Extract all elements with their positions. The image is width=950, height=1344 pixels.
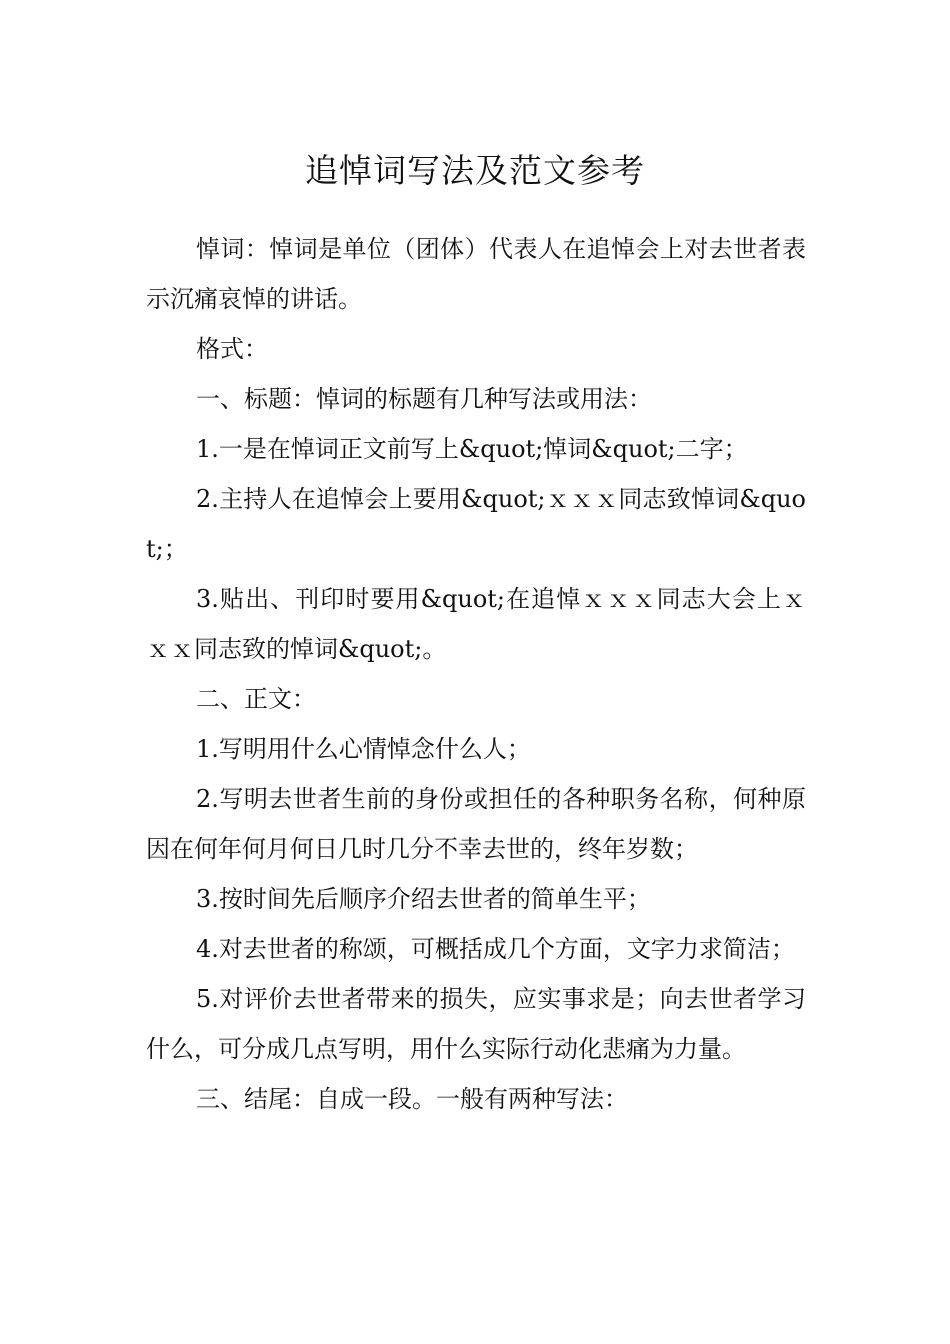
paragraph-definition: 悼词：悼词是单位（团体）代表人在追悼会上对去世者表示沉痛哀悼的讲话。 <box>146 235 806 313</box>
document-title: 追悼词写法及范文参考 <box>305 151 645 191</box>
paragraph-title-item-1: 1.一是在悼词正文前写上&quot;悼词&quot;二字； <box>196 435 748 463</box>
paragraph-title-item-3: 3.贴出、刊印时要用&quot;在追悼ｘｘｘ同志大会上ｘｘｘ同志致的悼词&quot;。 <box>146 585 806 663</box>
paragraph-section-title: 一、标题：悼词的标题有几种写法或用法： <box>196 385 652 413</box>
paragraph-body-item-1: 1.写明用什么心情悼念什么人； <box>196 735 531 763</box>
paragraph-section-ending: 三、结尾：自成一段。一般有两种写法： <box>196 1085 628 1113</box>
paragraph-format-heading: 格式： <box>196 335 268 363</box>
paragraph-section-body: 二、正文： <box>196 685 316 713</box>
paragraph-body-item-2: 2.写明去世者生前的身份或担任的各种职务名称，何种原因在何年何月何日几时几分不幸去世的，终年岁数； <box>146 785 806 863</box>
paragraph-body-item-3: 3.按时间先后顺序介绍去世者的简单生平； <box>196 885 651 913</box>
paragraph-body-item-5: 5.对评价去世者带来的损失，应实事求是；向去世者学习什么，可分成几点写明，用什么实际行动化悲痛为力量。 <box>146 985 806 1063</box>
paragraph-body-item-4: 4.对去世者的称颂，可概括成几个方面，文字力求简洁； <box>196 935 795 963</box>
document-body <box>146 224 806 1124</box>
paragraph-title-item-2: 2.主持人在追悼会上要用&quot;ｘｘｘ同志致悼词&quot;； <box>146 485 806 563</box>
